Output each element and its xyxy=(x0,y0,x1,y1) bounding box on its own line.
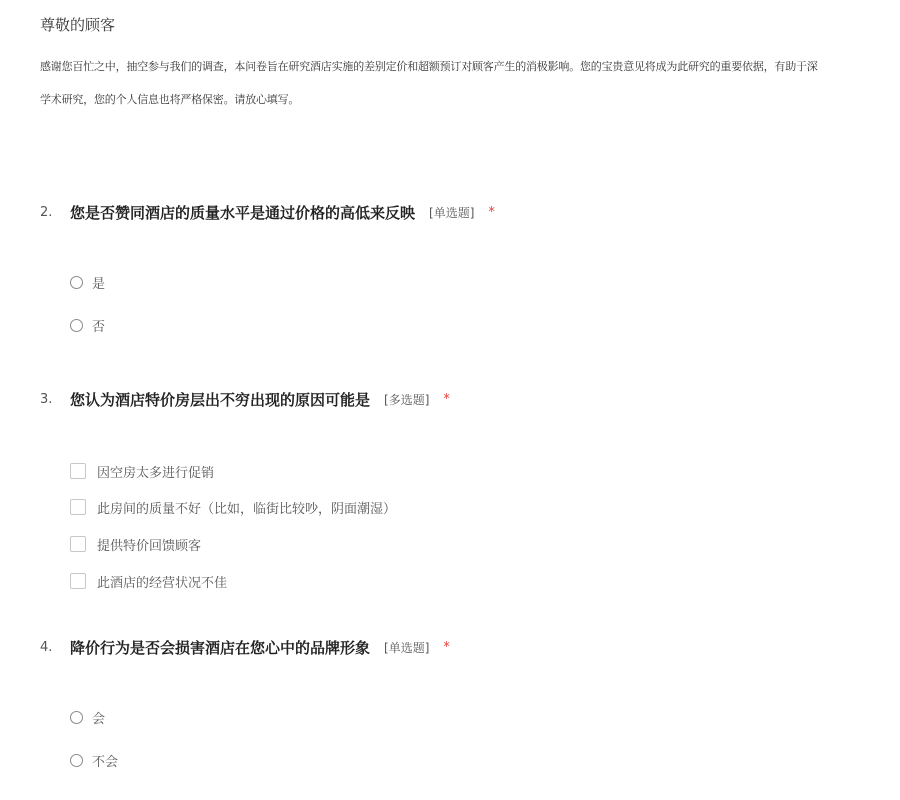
q3-option-4[interactable] xyxy=(70,571,227,591)
option-label: 否 xyxy=(92,319,106,335)
question-number: 3. xyxy=(40,391,53,407)
checkbox[interactable] xyxy=(70,463,86,479)
required-mark: * xyxy=(443,639,450,655)
radio-button[interactable] xyxy=(70,754,83,767)
option-label: 提供特价回馈顾客 xyxy=(97,538,202,554)
question-4-header xyxy=(40,635,450,659)
checkbox[interactable] xyxy=(70,536,86,552)
radio-button[interactable] xyxy=(70,276,83,289)
survey-intro-line-2: 学术研究，您的个人信息也将严格保密。请放心填写。 xyxy=(40,93,300,106)
question-number: 4. xyxy=(40,639,53,655)
question-3-header xyxy=(40,387,450,411)
radio-button[interactable] xyxy=(70,319,83,332)
option-label: 此酒店的经营状况不佳 xyxy=(97,575,228,591)
option-label: 不会 xyxy=(92,754,119,770)
question-title: 降价行为是否会损害酒店在您心中的品牌形象 xyxy=(70,638,371,657)
option-label: 会 xyxy=(92,711,106,727)
question-title: 您认为酒店特价房层出不穷出现的原因可能是 xyxy=(70,390,371,409)
radio-button[interactable] xyxy=(70,711,83,724)
question-type-tag: [多选题] xyxy=(384,392,430,407)
option-label: 此房间的质量不好（比如，临街比较吵，阴面潮湿） xyxy=(97,501,397,517)
q3-option-1[interactable] xyxy=(70,461,214,481)
checkbox[interactable] xyxy=(70,499,86,515)
option-label: 是 xyxy=(92,276,106,292)
q4-option-no[interactable] xyxy=(70,750,118,770)
q3-option-3[interactable] xyxy=(70,534,201,554)
q2-option-yes[interactable] xyxy=(70,272,105,292)
survey-greeting: 尊敬的顾客 xyxy=(40,16,116,34)
question-title: 您是否赞同酒店的质量水平是通过价格的高低来反映 xyxy=(70,203,416,222)
required-mark: * xyxy=(488,204,495,220)
q2-option-no[interactable] xyxy=(70,315,105,335)
checkbox[interactable] xyxy=(70,573,86,589)
survey-intro-line-1: 感谢您百忙之中，抽空参与我们的调查，本问卷旨在研究酒店实施的差别定价和超额预订对顾客产生的消极影响。您的宝贵意见将成为此研究的重要依据，有助于深 xyxy=(40,60,818,73)
required-mark: * xyxy=(443,391,450,407)
question-type-tag: [单选题] xyxy=(384,640,430,655)
question-2-header xyxy=(40,200,495,224)
q4-option-yes[interactable] xyxy=(70,707,105,727)
question-type-tag: [单选题] xyxy=(429,205,475,220)
question-number: 2. xyxy=(40,204,53,220)
option-label: 因空房太多进行促销 xyxy=(97,465,215,481)
q3-option-2[interactable] xyxy=(70,497,396,517)
